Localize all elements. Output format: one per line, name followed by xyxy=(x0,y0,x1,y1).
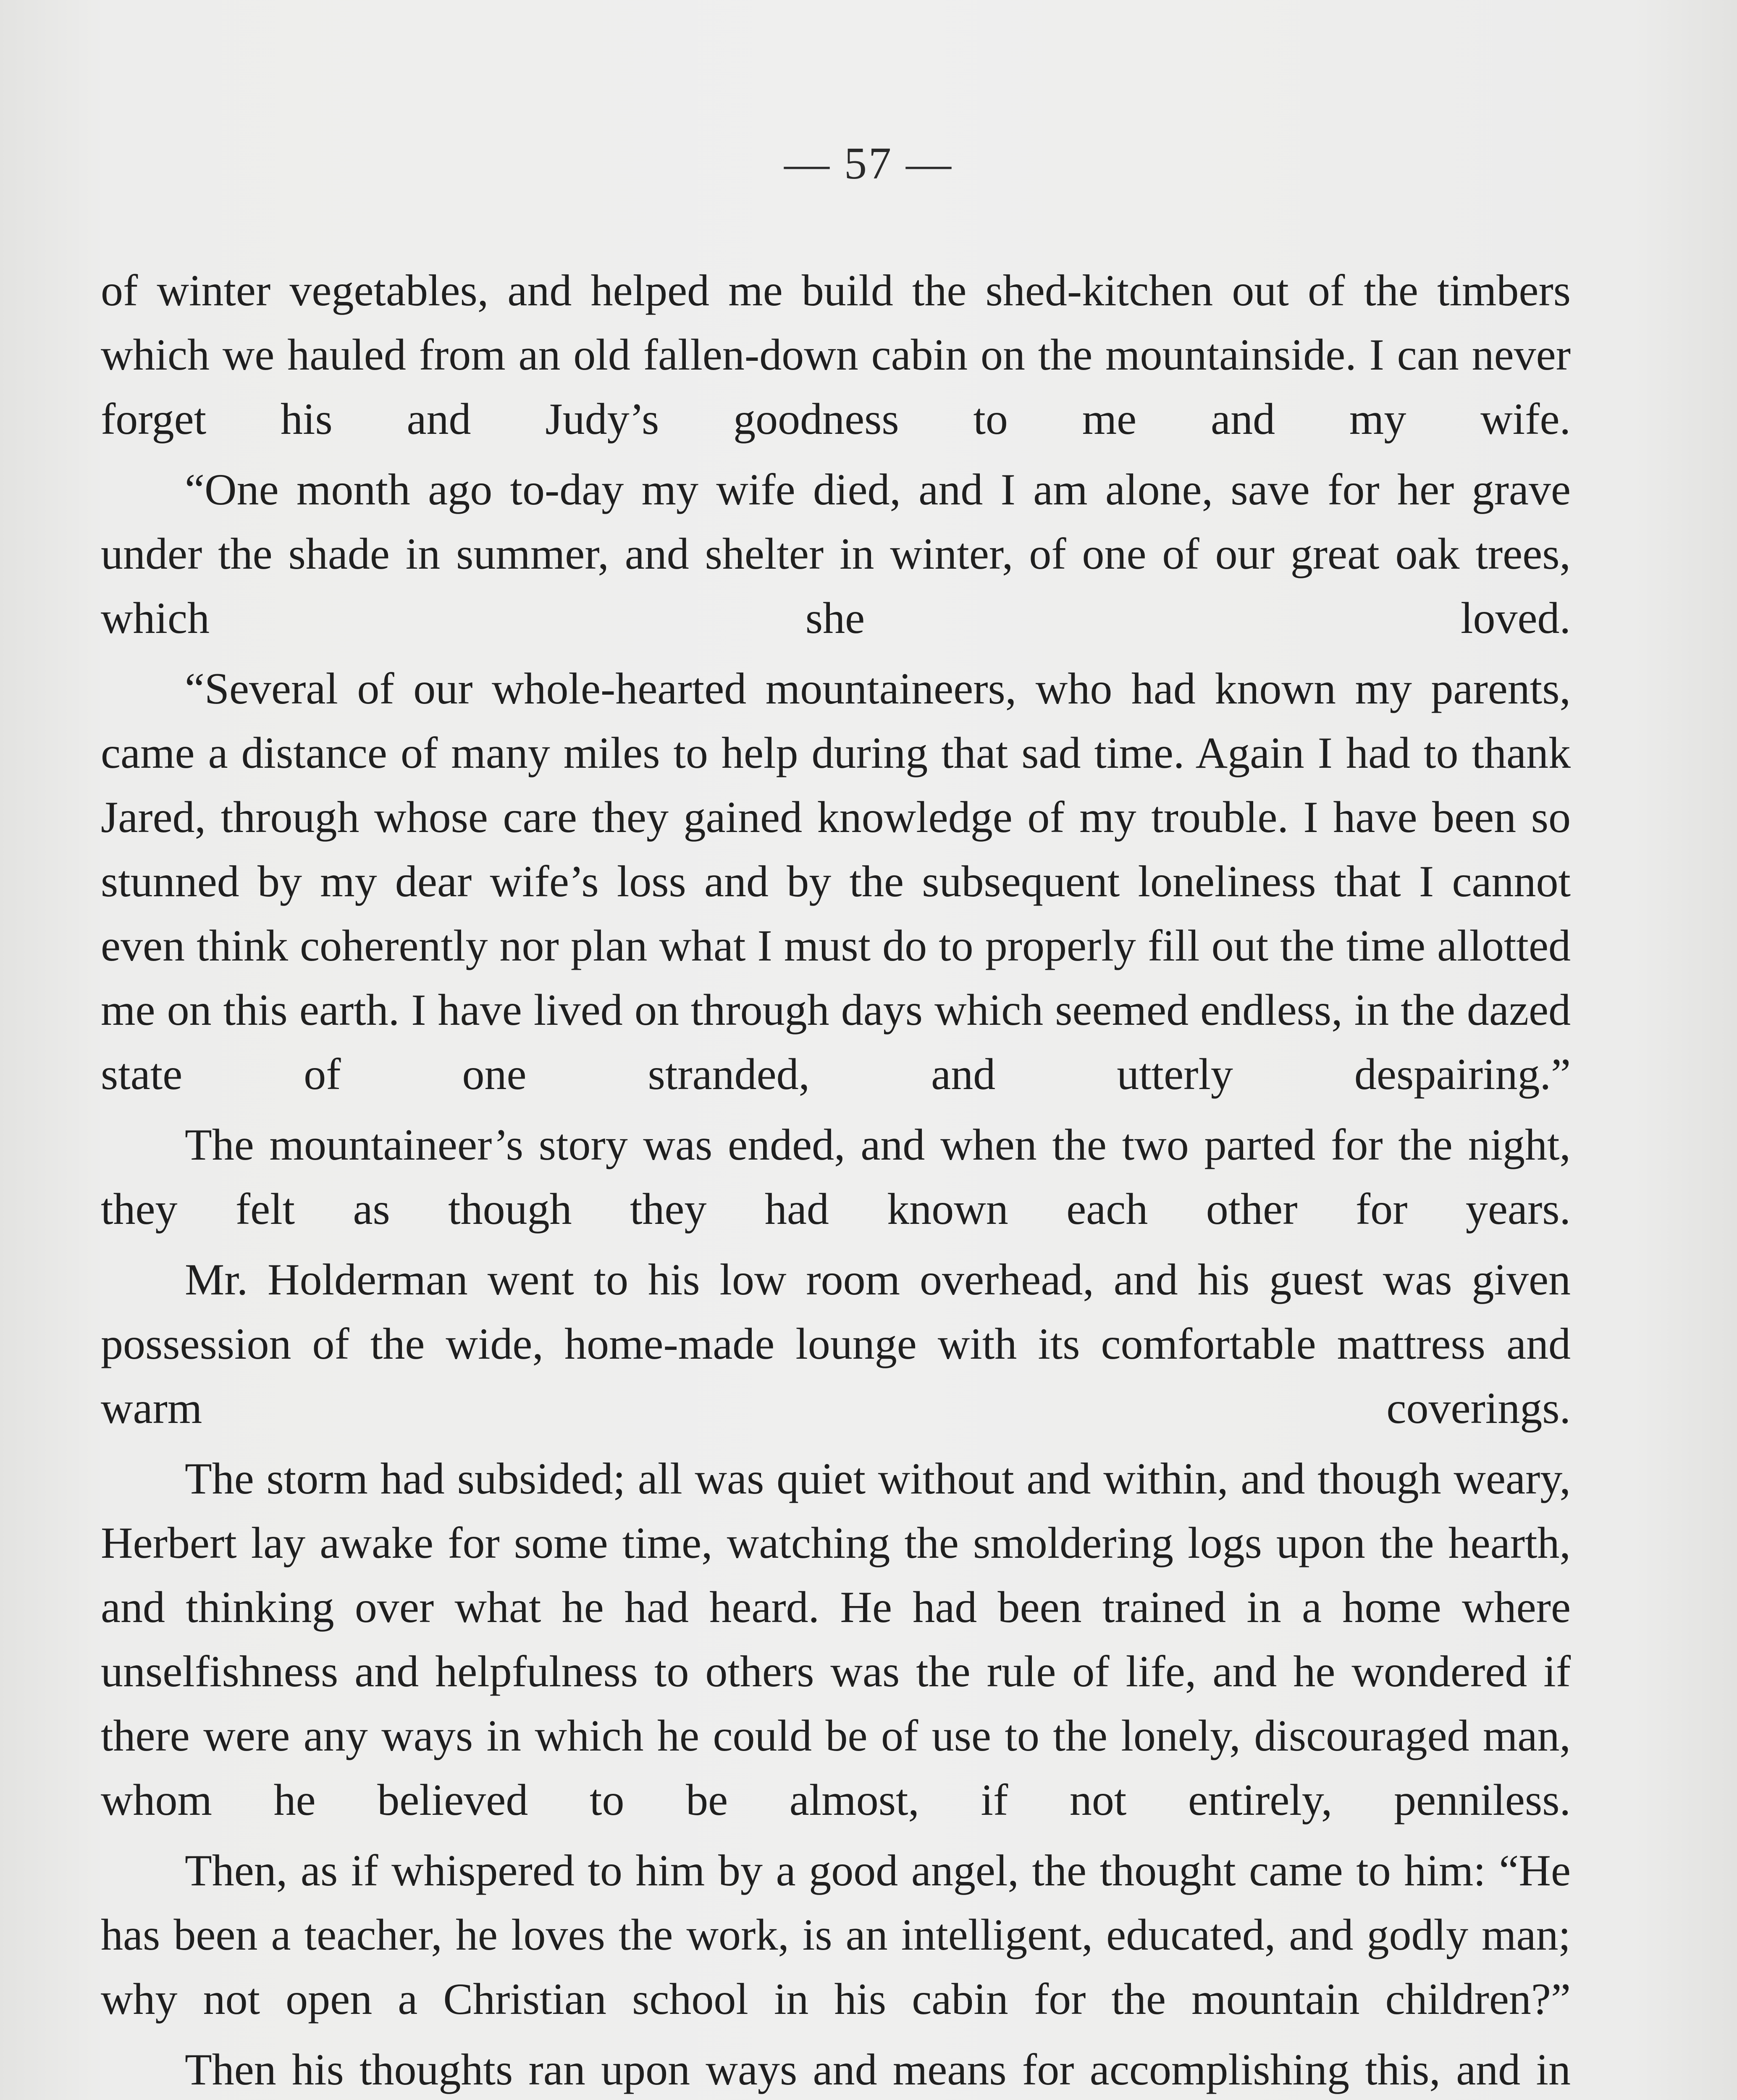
paragraph-2: “One month ago to-day my wife died, and I am alone, save for her grave under the shade in summer, and shelter in winter, of one of our great oak trees, which she loved. xyxy=(101,465,1571,643)
paragraph-5: Mr. Holderman went to his low room overhead, and his guest was given possession of the wide, home-made lounge with its comfortable mattress and warm coverings. xyxy=(101,1255,1571,1433)
page-number: — 57 — xyxy=(784,139,953,189)
paragraph-4: The mountaineer’s story was ended, and when the two parted for the night, they felt as though they had known each other for years. xyxy=(101,1120,1571,1234)
paragraph-6: The storm had subsided; all was quiet without and within, and though weary, Herbert lay awake for some time, watching the smoldering logs upon the hearth, and thinking over what he had heard. He had been trained in a home where unselfishness and helpfulness to others was the rule of life, and he wondered if there were any ways in which he could be of use to the lonely, discouraged man, whom he believed to be almost, if not entirely, penniless. xyxy=(101,1454,1571,1824)
paragraph-1: of winter vegetables, and helped me build the shed-kitchen out of the timbers which we hauled from an old fallen-down cabin on the mountainside. I can never forget his and Judy’s goodness to me and my wife. xyxy=(101,266,1571,444)
paragraph-8: Then his thoughts ran upon ways and means for accomplishing this, and in xyxy=(185,2045,1571,2094)
paragraph-7: Then, as if whispered to him by a good angel, the thought came to him: “He has been a teacher, he loves the work, is an intelligent, educated, and godly man; why not open a Christian school in his cabin for the mountain children?” xyxy=(101,1846,1571,2024)
body-text xyxy=(101,258,1571,2100)
paragraph-3: “Several of our whole-hearted mountaineers, who had known my parents, came a distance of many miles to help during that sad time. Again I had to thank Jared, through whose care they gained knowledge of my trouble. I have been so stunned by my dear wife’s loss and by the subsequent loneliness that I cannot even think coherently nor plan what I must do to properly fill out the time allotted me on this earth. I have lived on through days which seemed endless, in the dazed state of one stranded, and utterly despairing.” xyxy=(101,664,1571,1099)
